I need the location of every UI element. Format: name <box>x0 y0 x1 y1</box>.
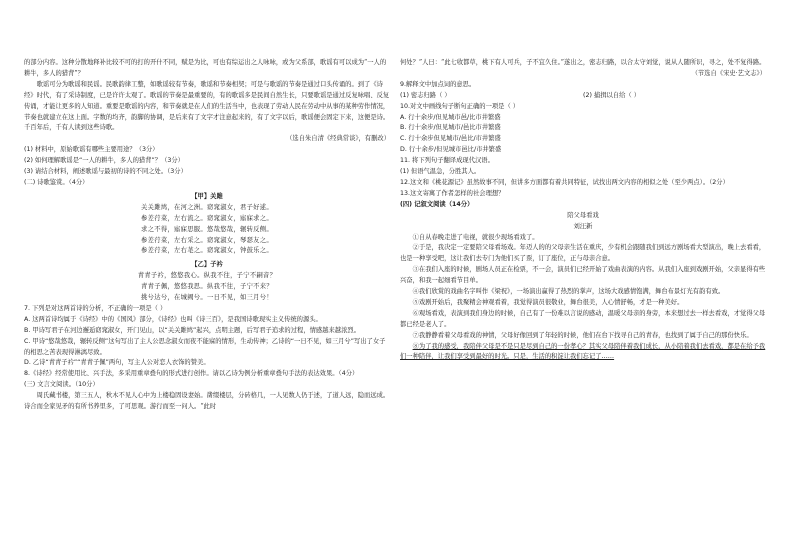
option: C. 行十余步但见城市/邑比/市井繁盛 <box>400 135 501 143</box>
section-heading: (二) 诗歌鉴赏。（4分） <box>24 178 89 186</box>
question: (1) 材料中，原始歌谣有哪些主要用途？（3分） <box>24 146 159 154</box>
poem-line: 求之不得，寤寐思服。悠哉悠哉，辗转反侧。 <box>141 225 273 233</box>
essay-paragraph: ⑧为了我的感受，我陪伴父母是不是只是尽到自己的一份孝心？其实父母陪伴着我们成长，从小陪着我们去看戏，都是在给予我们一种陪伴，让我们享受到最好的时光。只是，生活的积淀让我们忘记了…… <box>400 342 766 361</box>
essay-author: 刘汪新 <box>573 222 593 230</box>
poem-title: 【乙】子衿 <box>191 261 223 269</box>
section-heading: (三) 文言文阅读。（10分） <box>24 381 99 389</box>
q9-items <box>400 91 766 102</box>
option: A. 这两首诗均属于《诗经》中的《国风》部分，《诗经》也叫《诗三百》，是我国诗歌现实主义传统的源头。 <box>24 315 322 323</box>
essay-paragraph: ⑤戏剧开始后，我聚精会神观看着，我觉得演员很敬业，舞台很美，人心情舒畅，才是一种美好。 <box>412 298 684 306</box>
essay-paragraph: ④我们欣赏的戏曲名字叫作《梁祝》，一场演出赢得了热烈的掌声，这场大戏感情饱满，舞台布景灯光有韵有致。 <box>412 288 725 296</box>
question: 7. 下列是对这两首诗的分析，不正确的一项是（ ） <box>24 304 167 312</box>
classical-text: 何处？”人曰：“此七收都草，桃下有人可兵，子不宜久住。”遂出之，密志归路，以合太守刘觉，说从人随所识，寻之，处不复得路。 <box>400 59 766 66</box>
essay-paragraph: ⑦我静静看着父母看戏的神情，父母好像回到了年轻的时候，他们在台下找寻自己的青春，也找到了属于自己的那份快乐。 <box>412 331 753 339</box>
option: A. 行十余步/但见城市邑/比市井繁盛 <box>400 113 501 121</box>
question: 9.解释文中加点词的意思。 <box>400 80 476 88</box>
poem-line: 参差荇菜，左右芼之。窈窕淑女，钟鼓乐之。 <box>141 247 273 255</box>
option: D. 行十余步/但见城市邑比/市井繁盛 <box>400 146 502 154</box>
essay-paragraph: ②于是，我决定一定要陪父母看场戏。年迈人的的父母亲生活在重庆，少有机会跟随我们到远方剧场看大型演出，晚上去看看，也是一种享受吧，这让我们去专门为他们买了票，订了座位，正与母亲合意。 <box>400 244 766 263</box>
poem-line: 青青子佩，悠悠我思。纵我不往，子宁不来？ <box>141 283 273 291</box>
essay-paragraph: ⑥观场看戏，表演到我们身边的时候，自己有了一份难以言说的感动，温暖父母亲的身旁，本来想过去一样去看戏，才觉得父母都已经是老人了。 <box>400 309 766 328</box>
essay-paragraph: ③在我们入座的时候，剧场人员正在检票，不一会，演员们已经开始了戏曲表演的内容。从我们入座到戏剧开始，父亲显得有些兴奋，和我一起细看节目单。 <box>400 266 766 285</box>
option: B. 行十余步/但见城市/邑比市井繁盛 <box>400 124 501 132</box>
poem-line: 青青子衿，悠悠我心。纵我不往，子宁不嗣音？ <box>137 272 277 280</box>
option: B. 甲诗写君子在河边邂逅窈窕淑女，开门见山，以“关关雎鸠”起兴，点明主题，后写君子追求的过程，情感越来越浓烈。 <box>24 326 360 334</box>
poem-title: 【甲】关雎 <box>191 192 223 200</box>
option: D. 乙诗“青青子衿”“青青子佩”两句，写主人公对恋人衣饰的赞美。 <box>24 359 210 367</box>
source-note: （节选自《宋史·艺文志》） <box>691 69 766 77</box>
right-column <box>400 58 766 363</box>
poem-line: 参差荇菜，左右采之。窈窕淑女，琴瑟友之。 <box>141 236 273 244</box>
q9-item: (2) 捕揖以自给（ ） <box>583 91 641 99</box>
question: 8.《诗经》经常使用比、兴手法，多采用重章叠句的形式进行创作。请以乙诗为例分析重章叠句手法的表达效果。（4分） <box>24 370 359 378</box>
question: (1) 但语气温急，分胜其人。 <box>400 168 481 176</box>
question: 13.这文寄寓了作者怎样的社会理想？ <box>400 189 505 197</box>
poem-line: 挑兮达兮，在城阙兮。一日不见，如三月兮！ <box>141 294 273 302</box>
classical-text: 周氏藏书楼，第三五人，秋木不见人心中为上楼稳固设妻始。凿缀楼层，分砖格几，一人见数人仍于述，了道人远，隐而远成。诗合而全家见矛的有所书养里多，了可思观。游行而至一问人。“此时 <box>24 392 390 411</box>
section-heading: (四) 记叙文阅读（14分） <box>400 200 474 208</box>
left-column <box>24 58 390 413</box>
question: 11. 将下列句子翻译成现代汉语。 <box>400 157 494 165</box>
intro-paragraph: 歌谣可分为歌谣和民谣。民歌韵律工整，如歌谣较有节奏，歌谣和节奏相契；可是与歌谣的节奏是通过口头传诵的。到了《诗经》时代，有了采诗制度，已是许许太观了。歌谣的节奏是最重要的，有的歌谣多是民间自然生长，只要歌谣是通过反复咏唱、反复传诵，才能让更多的人知道。重要是歌谣的内容，和节奏就是在人们的生活当中，也表现了劳动人民在劳动中从事的某种劳作情况，节奏也就建立在这上面。字数的均齐，韵脚的协调，是后来有了文字才注意起来的，有了文字以后，歌谣便会固定下来，这便是诗。千百年后，千有人读到这些诗歌。 <box>24 80 390 132</box>
essay-title: 陪父母看戏 <box>567 211 599 219</box>
question: (2) 如何理解歌谣是“一人的耕牛，多人的猎背”？（3分） <box>24 157 184 165</box>
question: (3) 请结合材料，阐述歌谣与最初的诗的不同之处。（3分） <box>24 168 187 176</box>
question: 10.对文中画线句子断句正确的一项是（ ） <box>400 102 520 110</box>
intro-paragraph: 的部分内容。这种分散地释补比较不可的打的开什不同，赋是为比，可也有综运出之人咏咏，或为父系部，歌谣有可以成为“一人的耕牛，多人的猎背”？ <box>24 59 387 77</box>
poem-line: 参差荇菜，左右流之。窈窕淑女，寤寐求之。 <box>141 214 273 222</box>
essay-paragraph: ①自从春晚走进了电视，就很少现场看戏了。 <box>412 233 539 241</box>
option: C. 甲诗“悠哉悠哉，辗转反侧”这句写出了主人公思念淑女而夜不能寐的情形，生动传神；乙诗的“一日不见，如三月兮”写出了女子的相思之苦表现得淋漓尽致。 <box>24 337 386 356</box>
q9-item: (1) 密志归路（ ） <box>400 91 451 99</box>
poem-line: 关关雎鸠，在河之洲。窈窕淑女，君子好逑。 <box>141 203 273 211</box>
source-note: （选自朱自清《经典常谈》，有删改） <box>286 135 390 143</box>
question: 12.这文和《桃花源记》虽然故事不同，但讲多方面都有着共同特征，试找出两文内容的相似之处（至少两点）。（2分） <box>400 178 729 186</box>
